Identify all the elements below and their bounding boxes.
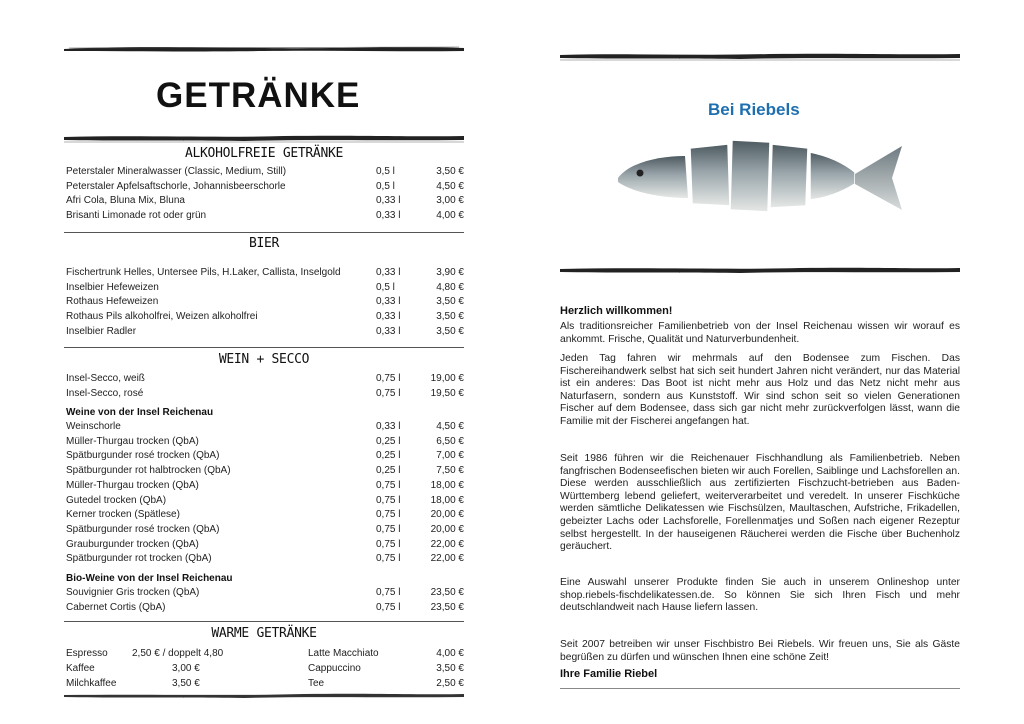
menu-item-volume: 0,33 l <box>376 325 401 337</box>
menu-item-volume: 0,5 l <box>376 166 395 177</box>
brush-divider <box>560 264 960 276</box>
menu-item-name: Spätburgunder rosé trocken (QbA) <box>66 523 220 535</box>
menu-item-volume: 0,75 l <box>376 553 401 565</box>
warm-drink-name: Kaffee <box>66 663 95 674</box>
menu-item-price: 19,00 € <box>430 373 464 384</box>
menu-item-row <box>66 325 464 340</box>
menu-item-row <box>66 523 464 538</box>
menu-item-row <box>66 494 464 509</box>
warm-drink-name: Cappuccino <box>308 663 361 674</box>
warm-drink-name: Espresso <box>66 648 108 659</box>
menu-item-price: 3,50 € <box>436 311 464 323</box>
menu-item-row <box>66 538 464 553</box>
menu-item-volume: 0,75 l <box>376 587 401 598</box>
menu-item-volume: 0,75 l <box>376 494 401 506</box>
menu-item-row <box>66 372 464 387</box>
divider-line <box>560 688 960 689</box>
subheading-bio-wines: Bio-Weine von der Insel Reichenau <box>66 573 233 584</box>
menu-item-row <box>66 165 464 180</box>
fish-tail <box>855 146 902 210</box>
menu-item-price: 4,00 € <box>436 210 464 222</box>
menu-item-row <box>66 508 464 523</box>
menu-item-price: 7,50 € <box>436 465 464 477</box>
menu-item-price: 18,00 € <box>430 494 464 506</box>
warm-drink-row <box>66 646 464 661</box>
menu-item-name: Spätburgunder rosé trocken (QbA) <box>66 450 220 462</box>
menu-item-row <box>66 464 464 479</box>
menu-item-name: Cabernet Cortis (QbA) <box>66 601 166 613</box>
menu-item-price: 6,50 € <box>436 435 464 447</box>
menu-item-volume: 0,75 l <box>376 479 401 491</box>
brush-divider <box>560 50 960 62</box>
menu-item-row <box>66 209 464 224</box>
section-heading-warm: WARME GETRÄNKE <box>211 626 317 641</box>
menu-item-name: Kerner trocken (Spätlese) <box>66 509 180 521</box>
menu-item-name: Peterstaler Apfelsaftschorle, Johannisbeerschorle <box>66 180 286 192</box>
menu-item-row <box>66 601 464 616</box>
menu-item-price: 18,00 € <box>430 479 464 491</box>
menu-item-price: 3,50 € <box>436 166 464 177</box>
warm-drink-name: Tee <box>308 678 325 689</box>
welcome-paragraph-1: Als traditionsreicher Familienbetrieb von der Insel Reichenau wissen wir worauf es ankommt. Frische, Qualität und Naturverbundenheit. <box>560 321 960 345</box>
menu-item-volume: 0,5 l <box>376 180 395 192</box>
menu-item-row <box>66 310 464 325</box>
menu-item-name: Spätburgunder rot halbtrocken (QbA) <box>66 465 231 477</box>
menu-item-volume: 0,75 l <box>376 538 401 550</box>
brush-divider <box>64 43 464 55</box>
menu-item-row <box>66 449 464 464</box>
warm-drink-price: 3,50 € <box>436 663 464 674</box>
signature: Ihre Familie Riebel <box>560 668 658 680</box>
warm-drink-price: 2,50 € / doppelt 4,80 <box>132 648 224 659</box>
menu-item-name: Insel-Secco, rosé <box>66 387 144 399</box>
welcome-page <box>560 0 960 724</box>
menu-item-volume: 0,5 l <box>376 281 395 293</box>
menu-item-row <box>66 586 464 601</box>
section-heading-wein: WEIN + SECCO <box>218 352 310 367</box>
fish-illustration <box>610 126 910 226</box>
menu-item-row <box>66 295 464 310</box>
menu-item-name: Gutedel trocken (QbA) <box>66 494 167 506</box>
menu-item-volume: 0,33 l <box>376 195 401 207</box>
divider-line <box>64 232 464 233</box>
menu-item-price: 4,50 € <box>436 180 464 192</box>
section-heading-bier: BIER <box>248 236 280 251</box>
menu-item-volume: 0,75 l <box>376 509 401 521</box>
menu-item-row <box>66 552 464 567</box>
menu-item-row <box>66 180 464 195</box>
warm-drink-price: 3,50 € <box>172 678 200 689</box>
drinks-menu-page <box>64 0 464 724</box>
menu-item-name: Afri Cola, Bluna Mix, Bluna <box>66 195 185 207</box>
menu-item-name: Souvignier Gris trocken (QbA) <box>66 587 200 598</box>
menu-item-name: Müller-Thurgau trocken (QbA) <box>66 435 199 447</box>
brush-divider <box>64 132 464 144</box>
menu-item-volume: 0,33 l <box>376 296 401 308</box>
menu-item-volume: 0,75 l <box>376 523 401 535</box>
warm-drink-name: Milchkaffee <box>66 678 117 689</box>
menu-item-price: 20,00 € <box>430 523 464 535</box>
menu-item-price: 20,00 € <box>430 509 464 521</box>
menu-item-volume: 0,25 l <box>376 465 401 477</box>
menu-item-price: 23,50 € <box>430 587 464 598</box>
menu-item-price: 3,90 € <box>436 267 464 278</box>
menu-item-price: 19,50 € <box>430 387 464 399</box>
menu-item-volume: 0,33 l <box>376 311 401 323</box>
menu-item-price: 4,80 € <box>436 281 464 293</box>
menu-item-row <box>66 281 464 296</box>
menu-item-name: Insel-Secco, weiß <box>66 373 145 384</box>
menu-item-volume: 0,33 l <box>376 267 401 278</box>
menu-item-volume: 0,33 l <box>376 421 401 432</box>
section-heading-alkoholfrei: ALKOHOLFREIE GETRÄNKE <box>184 146 344 161</box>
menu-item-name: Müller-Thurgau trocken (QbA) <box>66 479 199 491</box>
warm-drink-row <box>66 661 464 676</box>
brush-divider <box>64 690 464 702</box>
menu-item-row <box>66 420 464 435</box>
menu-item-volume: 0,75 l <box>376 387 401 399</box>
menu-item-name: Peterstaler Mineralwasser (Classic, Medium, Still) <box>66 166 287 177</box>
menu-item-volume: 0,25 l <box>376 450 401 462</box>
menu-item-price: 3,00 € <box>436 195 464 207</box>
menu-item-name: Spätburgunder rot trocken (QbA) <box>66 553 212 565</box>
menu-item-volume: 0,75 l <box>376 601 401 613</box>
menu-item-volume: 0,25 l <box>376 435 401 447</box>
welcome-paragraph-3: Seit 1986 führen wir die Reichenauer Fischhandlung als Familienbetrieb. Neben fangfrischen Bodenseefischen bieten wir auch Forellen, Saiblinge und Lachsforellen an. Diese werden ausschließlich aus zertifizierten Fischzucht-betrieben aus Baden-Württemberg lebend geliefert, weiterverarbeitet und veredelt. In unserer Fischküche werden sämtliche Delikatessen wie Fischsülzen, Maultaschen, Aufstriche, Frikadellen, gebeizter Lachs oder Lachsforelle, Forellenmatjes und Soßen nach eigener Rezeptur selbst hergestellt. In der hauseigenen Räucherei werden die Fische über Buchenholz geräuchert. <box>560 453 960 553</box>
welcome-heading: Herzlich willkommen! <box>560 305 673 317</box>
menu-item-price: 3,50 € <box>436 296 464 308</box>
menu-item-name: Rothaus Pils alkoholfrei, Weizen alkoholfrei <box>66 311 258 323</box>
menu-item-name: Grauburgunder trocken (QbA) <box>66 538 199 550</box>
menu-item-row <box>66 194 464 209</box>
divider-line <box>64 621 464 622</box>
divider-line <box>64 347 464 348</box>
menu-item-name: Fischertrunk Helles, Untersee Pils, H.Laker, Callista, Inselgold <box>66 267 341 278</box>
menu-item-price: 22,00 € <box>430 538 464 550</box>
warm-drink-price: 4,00 € <box>436 648 464 659</box>
menu-item-price: 4,50 € <box>436 421 464 432</box>
page-title: GETRÄNKE <box>156 76 361 115</box>
fish-head <box>618 156 688 198</box>
warm-drink-price: 3,00 € <box>172 663 200 674</box>
brand-logo-text: Bei Riebels <box>708 100 800 119</box>
menu-item-name: Inselbier Radler <box>66 325 137 337</box>
menu-item-price: 7,00 € <box>436 450 464 462</box>
menu-item-name: Inselbier Hefeweizen <box>66 281 159 293</box>
welcome-paragraph-5: Seit 2007 betreiben wir unser Fischbistro Bei Riebels. Wir freuen uns, Sie als Gäste begrüßen zu dürfen und wünschen Ihnen eine schöne Zeit! <box>560 639 960 663</box>
subheading-reichenau-wines: Weine von der Insel Reichenau <box>66 407 214 418</box>
warm-drink-name: Latte Macchiato <box>308 648 379 659</box>
welcome-paragraph-4: Eine Auswahl unserer Produkte finden Sie auch in unserem Onlineshop unter shop.riebels-fischdelikatessen.de. So können Sie sich Ihren Fisch und mehr deutschlandweit nach Hause liefern lassen. <box>560 577 960 614</box>
menu-item-volume: 0,33 l <box>376 210 401 222</box>
menu-item-row <box>66 435 464 450</box>
welcome-paragraph-2: Jeden Tag fahren wir mehrmals auf den Bodensee zum Fischen. Das Fischereihandwerk selbst hat sich seit hundert Jahren nicht verändert, nur das Material ist ein anderes: Das Boot ist nicht mehr aus Holz und das Netz nicht mehr aus Naturfasern, sondern aus Kunststoff. Wir sind schon seit so vielen Generationen Fischer auf dem Bodensee, dass sich gar nicht mehr zurückverfolgen lässt, wann die Familie mit der Fischerei angefangen hat. <box>560 353 960 427</box>
menu-item-row <box>66 266 464 281</box>
warm-drink-price: 2,50 € <box>436 678 464 689</box>
menu-item-price: 22,00 € <box>430 553 464 565</box>
warm-drink-row <box>66 676 464 691</box>
menu-item-name: Rothaus Hefeweizen <box>66 296 159 308</box>
menu-item-volume: 0,75 l <box>376 373 401 384</box>
menu-item-row <box>66 479 464 494</box>
menu-item-name: Brisanti Limonade rot oder grün <box>66 210 207 222</box>
menu-item-row <box>66 387 464 402</box>
menu-item-price: 3,50 € <box>436 325 464 337</box>
menu-item-price: 23,50 € <box>430 601 464 613</box>
menu-item-name: Weinschorle <box>66 421 121 432</box>
